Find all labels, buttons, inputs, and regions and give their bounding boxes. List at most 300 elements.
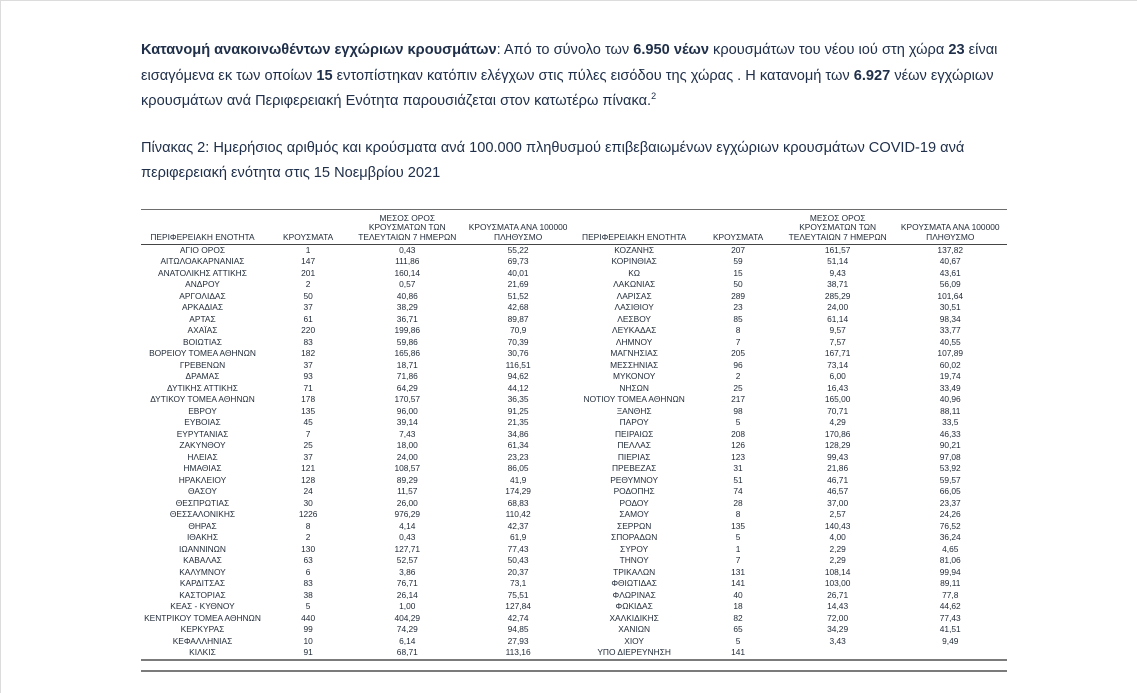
table-row [141, 624, 1007, 636]
table-caption: Πίνακας 2: Ημερήσιος αριθμός και κρούσματα ανά 100.000 πληθυσμού επιβεβαιωμένων εγχώριων κρουσμάτων COVID-19 ανά περιφερειακή ενότητα στις 15 Νοεμβρίου 2021 [141, 139, 965, 181]
table-wrapper [141, 209, 1007, 672]
region-name-cell: ΝΗΣΩΝ [619, 382, 649, 393]
avg7day-cell: 9,57 [829, 325, 846, 336]
avg7day-cell: 128,29 [824, 440, 851, 451]
cases-cell: 141 [731, 578, 746, 589]
avg7day-cell: 16,43 [827, 382, 849, 393]
avg7day-cell: 18,71 [396, 359, 418, 370]
avg7day-cell: 76,71 [396, 578, 418, 589]
region-name-cell: ΔΥΤΙΚΟΥ ΤΟΜΕΑ ΑΘΗΝΩΝ [150, 394, 255, 405]
avg7day-cell: 199,86 [394, 325, 421, 336]
cases-cell: 25 [733, 382, 743, 393]
avg7day-cell: 7,57 [829, 336, 846, 347]
avg7day-cell: 26,71 [827, 589, 849, 600]
cases-cell: 31 [733, 463, 743, 474]
per100k-cell: 86,05 [507, 463, 529, 474]
avg7day-cell: 0,43 [399, 244, 416, 255]
avg7day-cell: 165,86 [394, 348, 421, 359]
region-name-cell: ΜΑΓΝΗΣΙΑΣ [610, 348, 658, 359]
per100k-cell: 33,49 [939, 382, 961, 393]
region-name-cell: ΑΝΑΤΟΛΙΚΗΣ ΑΤΤΙΚΗΣ [158, 267, 247, 278]
region-name-cell: ΑΧΑΪΑΣ [187, 325, 218, 336]
avg7day-header: ΜΕΣΟΣ ΟΡΟΣ ΚΡΟΥΣΜΑΤΩΝ ΤΩΝ ΤΕΛΕΥΤΑΙΩΝ 7 ΗΜΕΡΩΝ [782, 209, 894, 244]
avg7day-cell: 108,57 [394, 463, 421, 474]
per100k-cell: 77,43 [939, 612, 961, 623]
region-name-cell: ΑΡΤΑΣ [189, 313, 216, 324]
avg7day-cell: 99,43 [827, 451, 849, 462]
region-name-cell: ΚΩ [628, 267, 641, 278]
per100k-cell: 94,62 [507, 371, 529, 382]
per100k-cell: 41,9 [509, 474, 527, 485]
avg7day-cell: 7,43 [399, 428, 416, 439]
per100k-cell: 24,26 [939, 509, 961, 520]
per100k-cell: 33,5 [942, 417, 959, 428]
cases-cell: 205 [731, 348, 746, 359]
cases-cell: 135 [731, 520, 746, 531]
avg7day-cell: 71,86 [396, 371, 418, 382]
table-row [141, 244, 1007, 256]
table-row [141, 647, 1007, 660]
per100k-cell: 53,92 [939, 463, 961, 474]
table-row [141, 544, 1007, 556]
avg7day-cell: 6,00 [829, 371, 846, 382]
intro-text-run: νέων εγχώριων κρουσμάτων ανά Περιφερειακή Ενότητα παρουσιάζεται στον κατωτέρω πίνακα. [141, 67, 994, 109]
region-header: ΠΕΡΙΦΕΡΕΙΑΚΗ ΕΝΟΤΗΤΑ [574, 209, 694, 244]
region-name-cell: ΙΘΑΚΗΣ [186, 532, 219, 543]
intro-paragraph [141, 38, 1027, 115]
table-row [141, 348, 1007, 360]
region-name-cell: ΒΟΙΩΤΙΑΣ [183, 336, 222, 347]
region-name-cell: ΚΕΑΣ - ΚΥΘΝΟΥ [170, 601, 235, 612]
region-name-cell: ΚΕΦΑΛΛΗΝΙΑΣ [172, 635, 233, 646]
avg7day-cell [782, 647, 894, 660]
cases-cell: 24 [303, 486, 313, 497]
cases-cell: 38 [303, 589, 313, 600]
intro-bold-run: 15 [316, 67, 333, 84]
per100k-cell: 42,74 [507, 612, 529, 623]
header-row [141, 209, 1007, 244]
per100k-cell: 99,94 [939, 566, 961, 577]
region-name-cell: ΣΠΟΡΑΔΩΝ [611, 532, 658, 543]
region-name-cell: ΤΡΙΚΑΛΩΝ [613, 566, 656, 577]
cases-cell: 1226 [298, 509, 318, 520]
intro-bold-run: 6.927 [853, 67, 891, 84]
intro-text-run: κρουσμάτων του νέου ιού στη χώρα [708, 42, 949, 58]
cases-cell: 82 [733, 612, 743, 623]
region-name-cell: ΑΡΚΑΔΙΑΣ [181, 302, 223, 313]
per100k-cell: 127,84 [505, 601, 531, 612]
avg7day-cell: 140,43 [824, 520, 851, 531]
per100k-cell: 4,65 [942, 543, 959, 554]
cases-cell: 15 [733, 267, 743, 278]
table-row [141, 279, 1007, 291]
cases-cell: 207 [731, 244, 746, 255]
cases-cell: 123 [731, 451, 746, 462]
table-row [141, 394, 1007, 406]
avg7day-cell: 96,00 [396, 405, 418, 416]
cases-cell: 91 [264, 647, 352, 660]
cases-cell: 220 [301, 325, 316, 336]
cases-cell: 28 [733, 497, 743, 508]
region-name-cell: ΚΑΛΥΜΝΟΥ [179, 566, 226, 577]
region-name-cell: ΚΙΛΚΙΣ [141, 647, 264, 660]
per100k-cell: 70,39 [507, 336, 529, 347]
avg7day-cell: 70,71 [827, 405, 849, 416]
table-row [141, 360, 1007, 372]
avg7day-cell: 34,29 [827, 624, 849, 635]
region-name-cell: ΘΕΣΣΑΛΟΝΙΚΗΣ [169, 509, 236, 520]
per100k-cell: 61,9 [509, 532, 527, 543]
table-header [141, 209, 1007, 244]
table-row [141, 337, 1007, 349]
table-row [141, 567, 1007, 579]
avg7day-cell: 68,71 [352, 647, 462, 660]
per100k-cell: 9,49 [942, 635, 959, 646]
region-name-cell: ΘΕΣΠΡΩΤΙΑΣ [175, 497, 230, 508]
table-row [141, 325, 1007, 337]
region-name-cell: ΑΡΓΟΛΙΔΑΣ [179, 290, 226, 301]
cases-cell: 8 [735, 325, 741, 336]
region-name-cell: ΠΑΡΟΥ [619, 417, 649, 428]
region-name-cell: ΦΛΩΡΙΝΑΣ [612, 589, 656, 600]
region-name-cell: ΣΕΡΡΩΝ [617, 520, 652, 531]
region-name-cell: ΚΑΣΤΟΡΙΑΣ [179, 589, 226, 600]
cases-cell: 96 [733, 359, 743, 370]
table-row [141, 578, 1007, 590]
per100k-cell: 30,76 [507, 348, 529, 359]
cases-header: ΚΡΟΥΣΜΑΤΑ [264, 209, 352, 244]
region-name-cell: ΗΜΑΘΙΑΣ [183, 463, 222, 474]
avg7day-cell: 61,14 [827, 313, 849, 324]
per100k-cell: 41,51 [939, 624, 961, 635]
per100k-cell: 30,51 [939, 302, 961, 313]
cases-cell: 99 [303, 624, 313, 635]
avg7day-cell: 976,29 [394, 509, 421, 520]
cases-cell: 440 [301, 612, 316, 623]
region-name-cell: ΡΕΘΥΜΝΟΥ [610, 474, 659, 485]
per100k-cell [893, 647, 1007, 660]
region-name-cell: ΕΒΡΟΥ [188, 405, 217, 416]
cases-cell: 2 [735, 371, 741, 382]
avg7day-cell: 40,86 [396, 290, 418, 301]
cases-cell: 130 [301, 543, 316, 554]
per100k-cell: 116,51 [505, 359, 531, 370]
table-bottom-rule [141, 670, 1007, 672]
region-name-cell: ΕΥΡΥΤΑΝΙΑΣ [176, 428, 229, 439]
region-name-cell: ΘΗΡΑΣ [188, 520, 217, 531]
per100k-cell: 94,85 [507, 624, 529, 635]
table-row [141, 383, 1007, 395]
table-row [141, 429, 1007, 441]
per100k-cell: 60,02 [939, 359, 961, 370]
region-name-cell: ΛΑΡΙΣΑΣ [616, 290, 652, 301]
cases-cell: 23 [733, 302, 743, 313]
region-name-cell: ΠΙΕΡΙΑΣ [617, 451, 651, 462]
table-row [141, 613, 1007, 625]
footnote-reference: 2 [651, 91, 657, 102]
cases-cell: 30 [303, 497, 313, 508]
region-name-cell: ΖΑΚΥΝΘΟΥ [179, 440, 226, 451]
region-name-cell: ΑΙΤΩΛΟΑΚΑΡΝΑΝΙΑΣ [160, 256, 245, 267]
avg7day-cell: 24,00 [396, 451, 418, 462]
avg7day-cell: 4,29 [829, 417, 846, 428]
table-body [141, 244, 1007, 660]
table-row [141, 463, 1007, 475]
avg7day-cell: 9,43 [829, 267, 846, 278]
per100k-cell: 77,8 [942, 589, 959, 600]
region-name-cell: ΒΟΡΕΙΟΥ ΤΟΜΕΑ ΑΘΗΝΩΝ [149, 348, 256, 359]
avg7day-cell: 0,57 [399, 279, 416, 290]
avg7day-cell: 108,14 [824, 566, 851, 577]
cases-cell: 8 [735, 509, 741, 520]
table-row [141, 452, 1007, 464]
per100k-cell: 50,43 [507, 555, 529, 566]
cases-cell: 40 [733, 589, 743, 600]
cases-cell: 6 [305, 566, 311, 577]
per100k-cell: 27,93 [507, 635, 529, 646]
avg7day-cell: 51,14 [827, 256, 849, 267]
per100k-cell: 107,89 [937, 348, 964, 359]
cases-cell: 1 [305, 244, 311, 255]
avg7day-cell: 72,00 [827, 612, 849, 623]
cases-cell: 7 [735, 336, 741, 347]
cases-cell: 61 [303, 313, 313, 324]
region-name-cell: ΡΟΔΟΥ [619, 497, 649, 508]
region-name-cell: ΧΑΝΙΩΝ [618, 624, 651, 635]
region-name-cell: ΗΛΕΙΑΣ [187, 451, 218, 462]
cases-cell: 71 [303, 382, 313, 393]
avg7day-cell: 14,43 [827, 601, 849, 612]
per100k-cell: 89,11 [940, 578, 961, 589]
avg7day-cell: 2,29 [829, 555, 846, 566]
region-name-cell: ΤΗΝΟΥ [619, 555, 649, 566]
avg7day-cell: 74,29 [396, 624, 418, 635]
per100k-cell: 137,82 [937, 244, 964, 255]
avg7day-cell: 285,29 [824, 290, 851, 301]
cases-cell: 5 [735, 635, 741, 646]
region-name-cell: ΚΟΡΙΝΘΙΑΣ [611, 256, 657, 267]
region-name-cell: ΚΑΒΑΛΑΣ [183, 555, 222, 566]
region-name-cell: ΦΘΙΩΤΙΔΑΣ [611, 578, 657, 589]
per100k-cell: 21,69 [507, 279, 529, 290]
region-name-cell: ΛΑΣΙΘΙΟΥ [614, 302, 654, 313]
avg7day-cell: 37,00 [827, 497, 849, 508]
cases-cell: 7 [735, 555, 741, 566]
avg7day-cell: 6,14 [399, 635, 416, 646]
table-row [141, 268, 1007, 280]
per100k-cell: 43,61 [939, 267, 961, 278]
region-name-cell: ΓΡΕΒΕΝΩΝ [179, 359, 226, 370]
cases-cell: 7 [305, 428, 311, 439]
region-name-cell: ΕΥΒΟΙΑΣ [184, 417, 221, 428]
cases-cell: 2 [305, 532, 311, 543]
table-row [141, 440, 1007, 452]
cases-cell: 131 [731, 566, 746, 577]
cases-cell: 147 [301, 256, 316, 267]
avg7day-cell: 103,00 [824, 578, 851, 589]
per100k-cell: 51,52 [507, 290, 529, 301]
avg7day-cell: 165,00 [824, 394, 851, 405]
cases-cell: 5 [305, 601, 311, 612]
avg7day-cell: 2,57 [829, 509, 846, 520]
region-name-cell: ΚΕΡΚΥΡΑΣ [180, 624, 225, 635]
table-row [141, 302, 1007, 314]
avg7day-cell: 26,14 [396, 589, 418, 600]
per100k-cell: 88,11 [940, 405, 961, 416]
region-name-cell: ΞΑΝΘΗΣ [616, 405, 652, 416]
region-name-cell: ΑΝΔΡΟΥ [185, 279, 220, 290]
table-row [141, 486, 1007, 498]
region-name-cell: ΛΕΥΚΑΔΑΣ [612, 325, 657, 336]
region-name-cell: ΙΩΑΝΝΙΝΩΝ [179, 543, 226, 554]
per100k-cell: 76,52 [939, 520, 961, 531]
table-row [141, 291, 1007, 303]
per100k-cell: 56,09 [939, 279, 961, 290]
region-name-cell: ΚΑΡΔΙΤΣΑΣ [179, 578, 226, 589]
table-row [141, 555, 1007, 567]
intro-bold-run: 6.950 νέων [633, 42, 709, 58]
cases-cell: 208 [731, 428, 746, 439]
intro-text-run: εντοπίστηκαν κατόπιν ελέγχων στις πύλες εισόδου της χώρας . Η κατανομή των [332, 67, 854, 84]
cases-cell: 83 [303, 578, 313, 589]
region-name-cell: ΧΑΛΚΙΔΙΚΗΣ [609, 612, 659, 623]
avg7day-cell: 2,29 [829, 543, 846, 554]
cases-cell: 59 [733, 256, 743, 267]
table-row [141, 314, 1007, 326]
cases-cell: 5 [735, 532, 741, 543]
per100k-cell: 77,43 [507, 543, 529, 554]
per100k-cell: 33,77 [939, 325, 961, 336]
region-header: ΠΕΡΙΦΕΡΕΙΑΚΗ ΕΝΟΤΗΤΑ [141, 209, 264, 244]
region-name-cell: ΣΑΜΟΥ [619, 509, 649, 520]
cases-cell: 10 [303, 635, 313, 646]
avg7day-cell: 170,57 [394, 394, 421, 405]
per100k-cell: 19,74 [939, 371, 961, 382]
avg7day-cell: 4,00 [829, 532, 846, 543]
table-row [141, 417, 1007, 429]
per100k-cell: 36,35 [507, 394, 529, 405]
table-row [141, 406, 1007, 418]
per100k-header: ΚΡΟΥΣΜΑΤΑ ΑΝΑ 100000 ΠΛΗΘΥΣΜΟ [462, 209, 574, 244]
per100k-cell: 40,67 [939, 256, 961, 267]
region-name-cell: ΔΡΑΜΑΣ [185, 371, 220, 382]
cases-cell: 141 [694, 647, 781, 660]
avg7day-cell: 36,71 [396, 313, 418, 324]
cases-cell: 51 [733, 474, 743, 485]
cases-cell: 128 [301, 474, 316, 485]
region-name-cell: ΜΥΚΟΝΟΥ [613, 371, 656, 382]
cases-cell: 74 [733, 486, 743, 497]
cases-cell: 135 [301, 405, 316, 416]
avg7day-cell: 46,71 [827, 474, 849, 485]
cases-cell: 83 [303, 336, 313, 347]
per100k-cell: 101,64 [937, 290, 964, 301]
region-name-cell: ΠΡΕΒΕΖΑΣ [612, 463, 657, 474]
table-row [141, 256, 1007, 268]
per100k-cell: 59,57 [939, 474, 961, 485]
avg7day-cell: 46,57 [827, 486, 849, 497]
region-name-cell: ΠΕΛΛΑΣ [617, 440, 651, 451]
table-row [141, 636, 1007, 648]
per100k-cell: 55,22 [507, 244, 529, 255]
avg7day-cell: 3,86 [399, 566, 416, 577]
region-name-cell: ΑΓΙΟ ΟΡΟΣ [179, 244, 226, 255]
avg7day-cell: 52,57 [396, 555, 418, 566]
cases-cell: 5 [735, 417, 741, 428]
cases-cell: 121 [301, 463, 316, 474]
per100k-cell: 75,51 [507, 589, 529, 600]
region-name-cell: ΡΟΔΟΠΗΣ [613, 486, 655, 497]
per100k-cell: 66,05 [939, 486, 961, 497]
avg7day-cell: 11,57 [397, 486, 418, 497]
per100k-cell: 44,62 [939, 601, 961, 612]
per100k-cell: 70,9 [509, 325, 527, 336]
table-row [141, 371, 1007, 383]
region-name-cell: ΝΟΤΙΟΥ ΤΟΜΕΑ ΑΘΗΝΩΝ [583, 394, 685, 405]
region-name-cell: ΗΡΑΚΛΕΙΟΥ [178, 474, 227, 485]
avg7day-cell: 127,71 [394, 543, 421, 554]
cases-cell: 45 [303, 417, 313, 428]
per100k-cell: 21,35 [507, 417, 529, 428]
per100k-cell: 110,42 [505, 509, 531, 520]
region-name-cell: ΠΕΙΡΑΙΩΣ [615, 428, 654, 439]
avg7day-cell: 170,86 [824, 428, 851, 439]
intro-bold-run: 23 [948, 42, 965, 58]
table-row [141, 532, 1007, 544]
cases-cell: 182 [301, 348, 316, 359]
avg7day-cell: 26,00 [396, 497, 418, 508]
per100k-cell: 89,87 [507, 313, 529, 324]
cases-cell: 93 [303, 371, 313, 382]
per100k-cell: 42,37 [507, 520, 529, 531]
per100k-cell: 20,37 [507, 566, 529, 577]
avg7day-cell: 18,00 [396, 440, 418, 451]
per100k-cell: 61,34 [507, 440, 529, 451]
cases-cell: 1 [735, 543, 741, 554]
per100k-cell: 46,33 [939, 428, 961, 439]
intro-bold-run: Κατανομή ανακοινωθέντων εγχώριων κρουσμάτων [141, 42, 497, 58]
cases-cell: 37 [303, 302, 313, 313]
avg7day-header: ΜΕΣΟΣ ΟΡΟΣ ΚΡΟΥΣΜΑΤΩΝ ΤΩΝ ΤΕΛΕΥΤΑΙΩΝ 7 ΗΜΕΡΩΝ [352, 209, 462, 244]
intro-text-run: : Από το σύνολο των [496, 42, 634, 58]
cases-cell: 37 [303, 451, 313, 462]
intro-text-run: είναι εισαγόμενα εκ των οποίων [141, 42, 998, 84]
avg7day-cell: 38,29 [396, 302, 418, 313]
per100k-cell: 40,55 [939, 336, 961, 347]
table-row [141, 509, 1007, 521]
region-name-cell: ΘΑΣΟΥ [188, 486, 217, 497]
cases-cell: 217 [731, 394, 746, 405]
avg7day-cell: 24,00 [827, 302, 849, 313]
table-row [141, 521, 1007, 533]
table-row [141, 601, 1007, 613]
per100k-cell: 40,96 [939, 394, 961, 405]
cases-cell: 2 [305, 279, 311, 290]
avg7day-cell: 4,14 [399, 520, 416, 531]
avg7day-cell: 38,71 [827, 279, 849, 290]
per100k-cell: 113,16 [462, 647, 574, 660]
cases-cell: 18 [733, 601, 743, 612]
avg7day-cell: 111,86 [395, 256, 420, 267]
per100k-cell: 98,34 [939, 313, 961, 324]
covid-regional-table [141, 209, 1007, 661]
region-name-cell: ΛΑΚΩΝΙΑΣ [613, 279, 656, 290]
region-name-cell: ΛΗΜΝΟΥ [615, 336, 653, 347]
per100k-cell: 36,24 [939, 532, 961, 543]
avg7day-cell: 0,43 [399, 532, 416, 543]
avg7day-cell: 161,57 [824, 244, 851, 255]
region-name-cell: ΥΠΟ ΔΙΕΡΕΥΝΗΣΗ [574, 647, 694, 660]
